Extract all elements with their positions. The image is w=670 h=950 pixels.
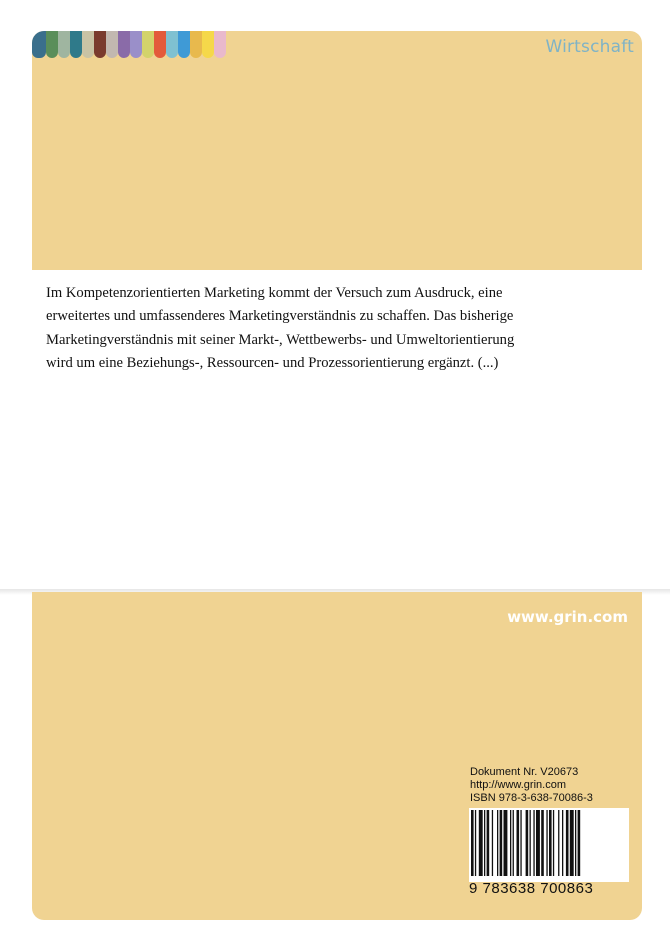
barcode-bar <box>530 810 531 876</box>
color-stripe <box>70 31 82 58</box>
barcode-bar <box>520 810 521 876</box>
blurb-line: Marketingverständnis mit seiner Markt-, Wettbewerbs- und Umweltorientierung <box>46 331 515 348</box>
barcode-bar <box>549 810 552 876</box>
barcode-bar <box>471 810 474 876</box>
color-stripe <box>142 31 154 58</box>
cover-top-panel <box>32 31 642 270</box>
barcode-bar <box>475 810 476 876</box>
barcode-bar <box>541 810 544 876</box>
blurb-line: wird um eine Beziehungs-, Ressourcen- und Prozessorientierung ergänzt. (...) <box>46 354 499 371</box>
publisher-site: www.grin.com <box>507 608 628 626</box>
color-stripe <box>190 31 202 58</box>
barcode-bars <box>469 808 629 882</box>
barcode-bar <box>487 810 490 876</box>
barcode-bar <box>562 810 563 876</box>
barcode-bar <box>492 810 493 876</box>
publisher-url: http://www.grin.com <box>470 779 566 791</box>
category-label: Wirtschaft <box>545 37 634 57</box>
barcode-bar <box>497 810 498 876</box>
barcode-bar <box>578 810 581 876</box>
barcode-bar <box>504 810 508 876</box>
barcode-bar <box>570 810 574 876</box>
color-stripe <box>32 31 46 58</box>
barcode-bar <box>484 810 485 876</box>
isbn: ISBN 978-3-638-70086-3 <box>470 792 593 804</box>
color-stripe <box>82 31 94 58</box>
color-stripe <box>106 31 118 58</box>
color-stripe <box>202 31 214 58</box>
barcode-bar <box>575 810 576 876</box>
color-stripe <box>166 31 178 58</box>
barcode-bar <box>479 810 483 876</box>
color-stripes <box>32 31 226 58</box>
barcode-bar <box>558 810 559 876</box>
barcode-bar <box>566 810 569 876</box>
barcode-bar <box>517 810 520 876</box>
blurb-line: erweitertes und umfassenderes Marketingverständnis zu schaffen. Das bisherige <box>46 308 514 325</box>
document-number: Dokument Nr. V20673 <box>470 766 579 778</box>
color-stripe <box>154 31 166 58</box>
color-stripe <box>118 31 130 58</box>
document-meta <box>470 766 593 805</box>
color-stripe <box>214 31 226 58</box>
barcode-bar <box>553 810 554 876</box>
color-stripe <box>46 31 58 58</box>
barcode-digits: 9 783638 700863 <box>469 880 594 897</box>
barcode-bar <box>546 810 547 876</box>
color-stripe <box>58 31 70 58</box>
isbn-barcode <box>469 808 629 897</box>
barcode-bar <box>510 810 511 876</box>
color-stripe <box>178 31 190 58</box>
barcode-bar <box>500 810 503 876</box>
barcode-bar <box>533 810 534 876</box>
barcode-bar <box>536 810 540 876</box>
barcode-bar <box>513 810 514 876</box>
color-stripe <box>94 31 106 58</box>
barcode-bar <box>526 810 529 876</box>
cover-bottom-panel <box>32 592 642 920</box>
back-cover-blurb <box>46 282 606 375</box>
blurb-line: Im Kompetenzorientierten Marketing kommt der Versuch zum Ausdruck, eine <box>46 285 503 301</box>
color-stripe <box>130 31 142 58</box>
